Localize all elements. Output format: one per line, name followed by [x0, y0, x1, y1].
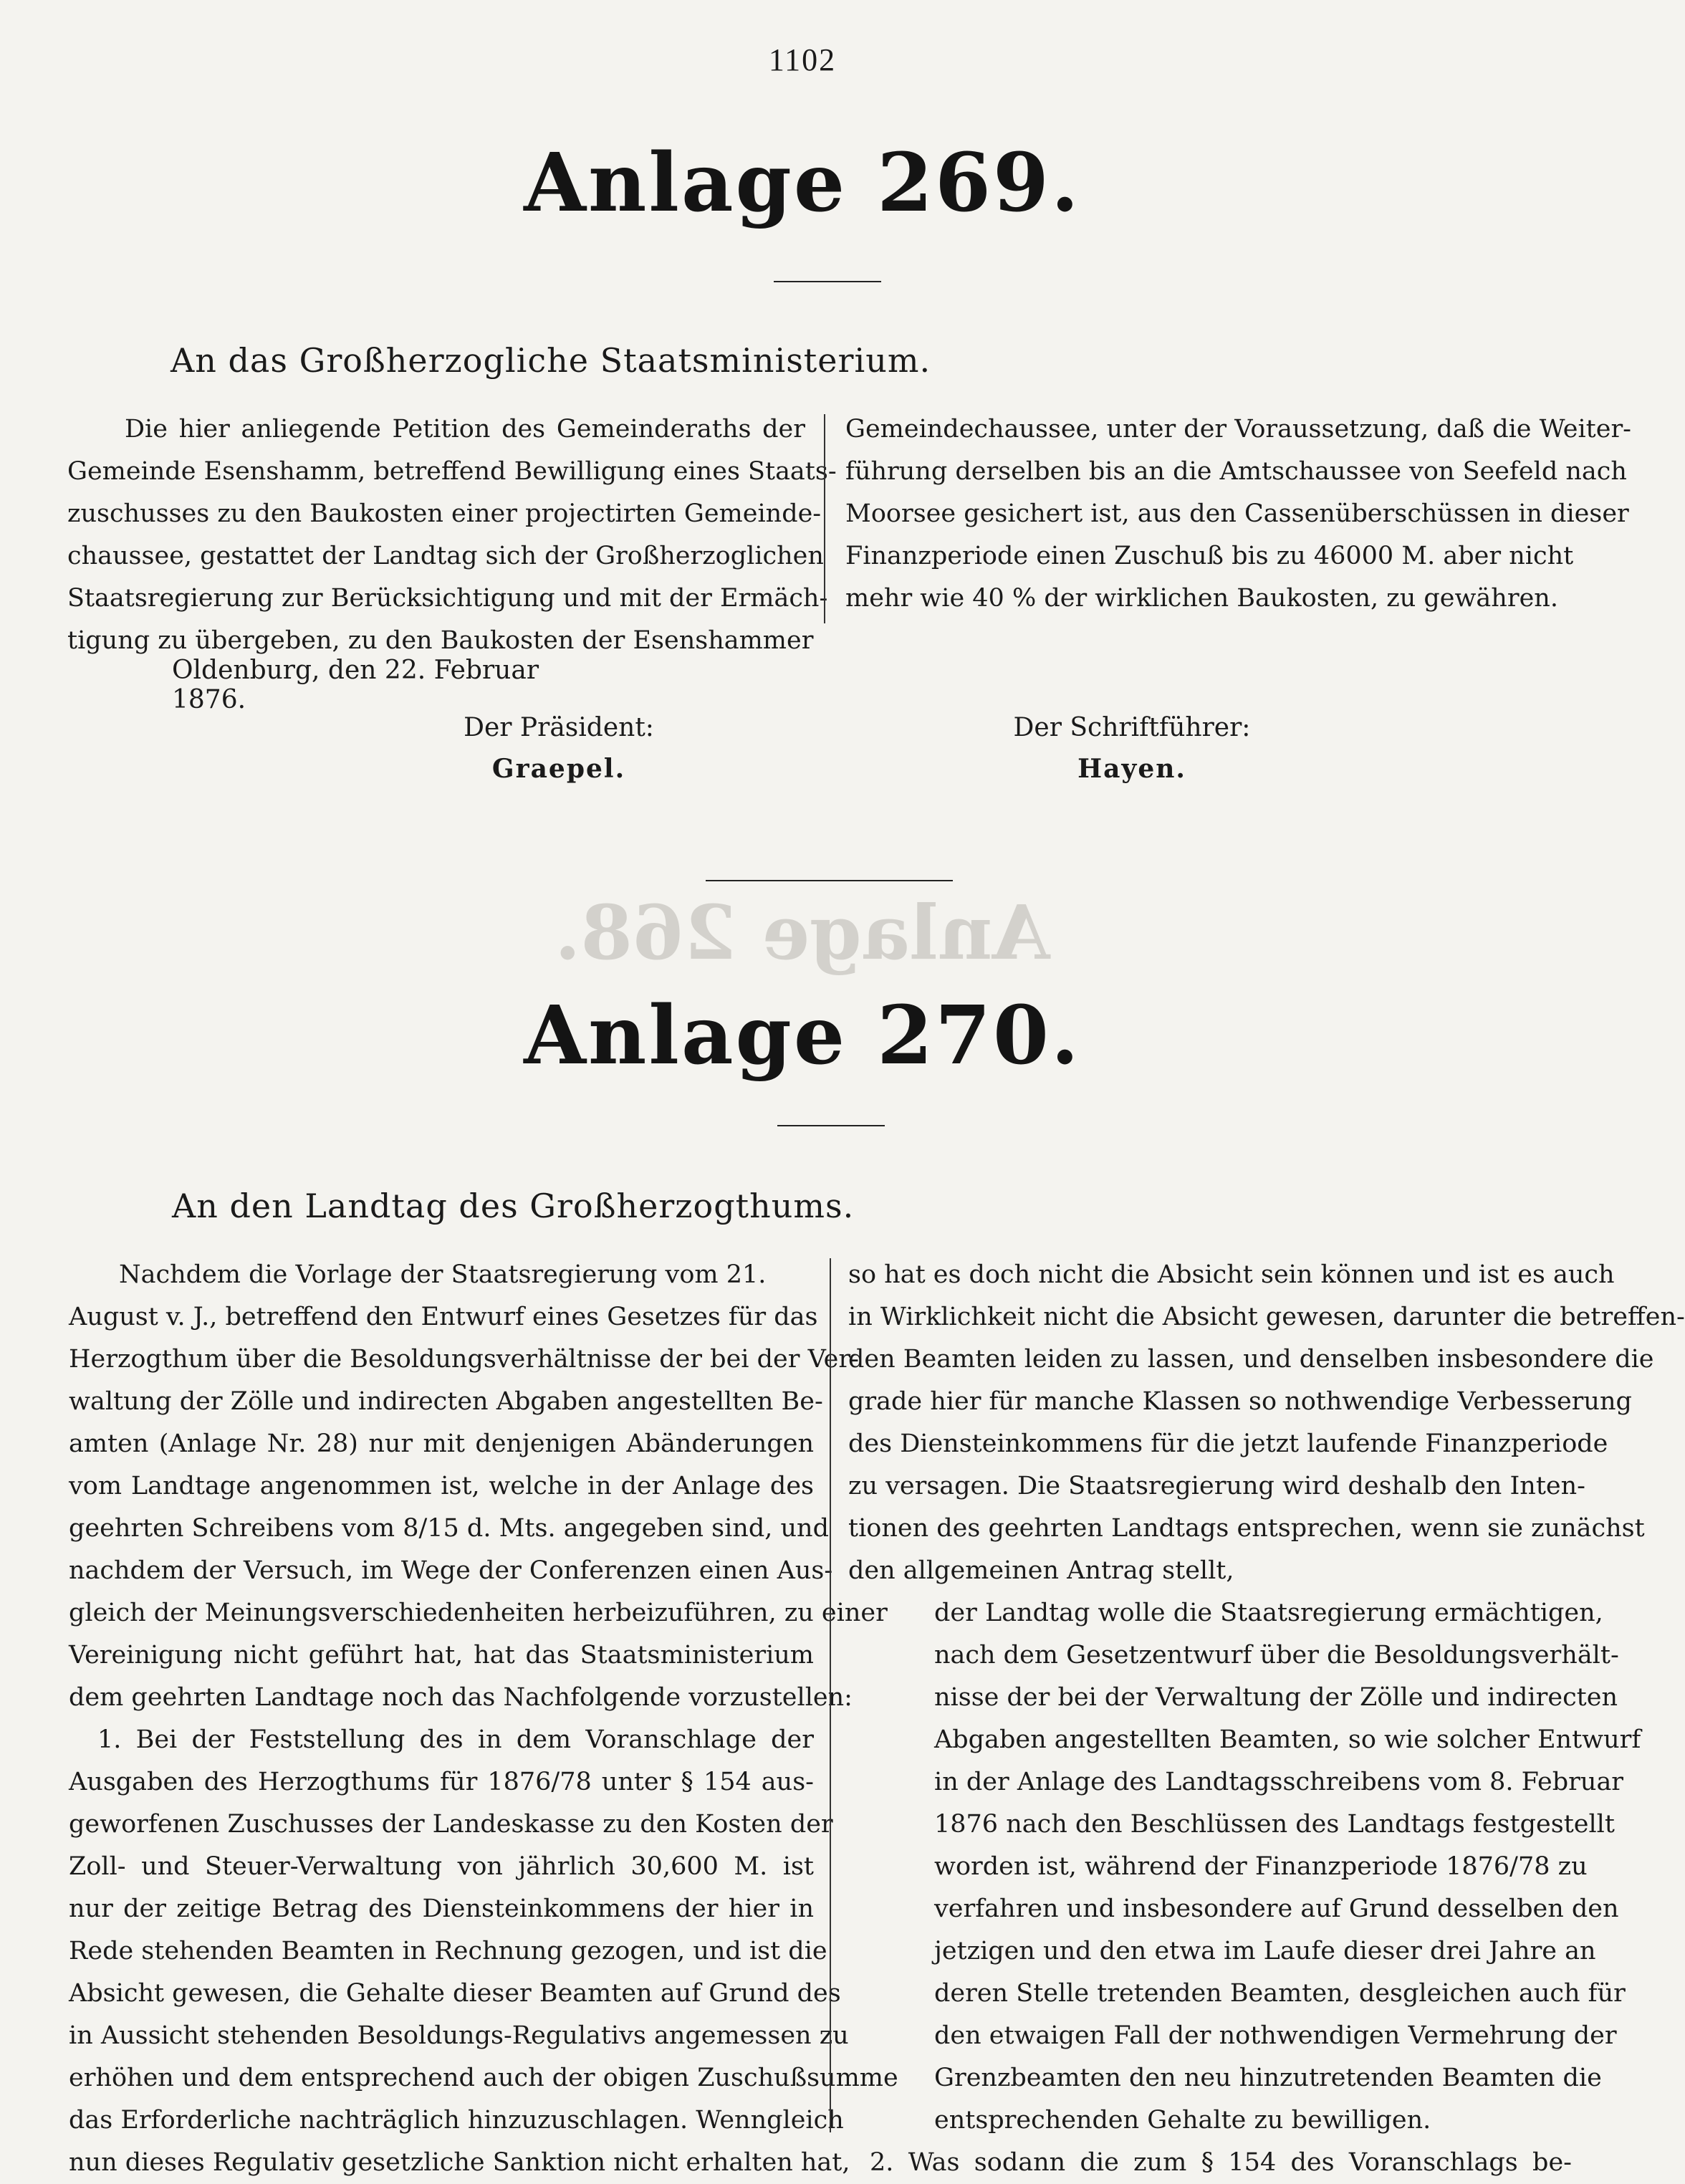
- text-line: Grenzbeamten den neu hinzutretenden Beamten die: [934, 2064, 1602, 2092]
- text-line: Nachdem die Vorlage der Staatsregierung vom 21.: [119, 1260, 767, 1289]
- anlage-270-addressee: An den Landtag des Großherzogthums.: [172, 1187, 855, 1225]
- text-line: Rede stehenden Beamten in Rechnung gezogen, und ist die: [69, 1937, 827, 1965]
- bleed-through-ghost-title: Anlage 268.: [555, 889, 1050, 977]
- text-line: nun dieses Regulativ gesetzliche Sanktion nicht erhalten hat,: [69, 2148, 850, 2177]
- text-line: tigung zu übergeben, zu den Baukosten der Esenshammer: [67, 626, 814, 655]
- text-line: Gemeinde Esenshamm, betreffend Bewilligung eines Staats-: [67, 457, 837, 486]
- text-line: den etwaigen Fall der nothwendigen Vermehrung der: [934, 2021, 1617, 2050]
- anlage-269-left-column: [67, 408, 837, 662]
- anlage-270-right-column: [848, 1254, 1685, 2184]
- text-line: 1876 nach den Beschlüssen des Landtags festgestellt: [934, 1810, 1615, 1839]
- text-line: gleich der Meinungsverschiedenheiten herbeizuführen, zu einer: [69, 1599, 888, 1627]
- text-line: verfahren und insbesondere auf Grund desselben den: [934, 1895, 1619, 1923]
- text-line: der Landtag wolle die Staatsregierung ermächtigen,: [934, 1599, 1603, 1627]
- text-line: so hat es doch nicht die Absicht sein können und ist es auch: [848, 1260, 1615, 1289]
- secretary-label: Der Schriftführer:: [1013, 713, 1251, 742]
- text-line: grade hier für manche Klassen so nothwendige Verbesserung: [848, 1387, 1632, 1416]
- text-line: nachdem der Versuch, im Wege der Conferenzen einen Aus-: [69, 1556, 833, 1585]
- text-line: vom Landtage angenommen ist, welche in der Anlage des: [69, 1472, 814, 1500]
- text-line: geehrten Schreibens vom 8/15 d. Mts. angegeben sind, und: [69, 1514, 829, 1543]
- text-line: in der Anlage des Landtagsschreibens vom 8. Februar: [934, 1768, 1624, 1796]
- text-line: Staatsregierung zur Berücksichtigung und mit der Ermäch-: [67, 584, 828, 613]
- text-line: erhöhen und dem entsprechend auch der obigen Zuschußsumme: [69, 2064, 898, 2092]
- anlage-269-right-column: [845, 408, 1631, 620]
- place-date: Oldenburg, den 22. Februar 1876.: [172, 656, 539, 714]
- text-line: nisse der bei der Verwaltung der Zölle und indirecten: [934, 1683, 1618, 1712]
- text-line: zuschusses zu den Baukosten einer projectirten Gemeinde-: [67, 499, 822, 528]
- text-line: chaussee, gestattet der Landtag sich der Großherzoglichen: [67, 542, 824, 570]
- text-line: Die hier anliegende Petition des Gemeinderaths der: [125, 415, 805, 444]
- anlage-270-title: Anlage 270.: [524, 989, 1081, 1083]
- page-number: 1102: [768, 42, 837, 77]
- text-line: dem geehrten Landtage noch das Nachfolgende vorzustellen:: [69, 1683, 853, 1712]
- text-line: in Wirklichkeit nicht die Absicht gewesen, darunter die betreffen-: [848, 1303, 1685, 1331]
- text-line: Moorsee gesichert ist, aus den Cassenüberschüssen in dieser: [845, 499, 1629, 528]
- president-signature: Graepel.: [491, 754, 626, 784]
- text-line: 1. Bei der Feststellung des in dem Voranschlage der: [97, 1725, 814, 1754]
- text-line: den allgemeinen Antrag stellt,: [848, 1556, 1234, 1585]
- text-line: nach dem Gesetzentwurf über die Besoldungsverhält-: [934, 1641, 1619, 1670]
- text-line: 2. Was sodann die zum § 154 des Voranschlags be-: [870, 2148, 1572, 2177]
- anlage-269-title: Anlage 269.: [524, 136, 1081, 230]
- president-label: Der Präsident:: [464, 713, 654, 742]
- text-line: in Aussicht stehenden Besoldungs-Regulativs angemessen zu: [69, 2021, 849, 2050]
- text-line: des Diensteinkommens für die jetzt laufende Finanzperiode: [848, 1429, 1608, 1458]
- text-line: Finanzperiode einen Zuschuß bis zu 46000 M. aber nicht: [845, 542, 1574, 570]
- text-line: worden ist, während der Finanzperiode 1876/78 zu: [934, 1852, 1588, 1881]
- anlage-269-addressee: An das Großherzogliche Staatsministerium.: [171, 341, 931, 380]
- title-rule: [777, 1125, 885, 1126]
- text-line: tionen des geehrten Landtags entsprechen, wenn sie zunächst: [848, 1514, 1645, 1543]
- text-line: führung derselben bis an die Amtschaussee von Seefeld nach: [845, 457, 1627, 486]
- text-line: August v. J., betreffend den Entwurf eines Gesetzes für das: [69, 1303, 818, 1331]
- text-line: Ausgaben des Herzogthums für 1876/78 unter § 154 aus-: [69, 1768, 814, 1796]
- text-line: entsprechenden Gehalte zu bewilligen.: [934, 2106, 1431, 2135]
- text-line: Zoll- und Steuer-Verwaltung von jährlich 30,600 M. ist: [69, 1852, 814, 1881]
- text-line: Absicht gewesen, die Gehalte dieser Beamten auf Grund des: [69, 1979, 841, 2008]
- text-line: jetzigen und den etwa im Laufe dieser drei Jahre an: [934, 1937, 1596, 1965]
- text-line: amten (Anlage Nr. 28) nur mit denjenigen Abänderungen: [69, 1429, 814, 1458]
- section-rule: [706, 880, 953, 881]
- text-line: deren Stelle tretenden Beamten, desgleichen auch für: [934, 1979, 1626, 2008]
- text-line: Abgaben angestellten Beamten, so wie solcher Entwurf: [934, 1725, 1641, 1754]
- text-line: geworfenen Zuschusses der Landeskasse zu den Kosten der: [69, 1810, 833, 1839]
- anlage-270-left-column: [69, 1254, 898, 2184]
- secretary-signature: Hayen.: [1077, 754, 1186, 784]
- column-divider: [824, 414, 825, 623]
- text-line: mehr wie 40 % der wirklichen Baukosten, zu gewähren.: [845, 584, 1558, 613]
- title-rule: [774, 281, 881, 282]
- text-line: Vereinigung nicht geführt hat, hat das Staatsministerium: [69, 1641, 814, 1670]
- text-line: den Beamten leiden zu lassen, und denselben insbesondere die: [848, 1345, 1654, 1374]
- text-line: zu versagen. Die Staatsregierung wird deshalb den Inten-: [848, 1472, 1585, 1500]
- text-line: Herzogthum über die Besoldungsverhältnisse der bei der Ver-: [69, 1345, 859, 1374]
- text-line: waltung der Zölle und indirecten Abgaben angestellten Be-: [69, 1387, 823, 1416]
- text-line: nur der zeitige Betrag des Diensteinkommens der hier in: [69, 1895, 814, 1923]
- text-line: Gemeindechaussee, unter der Voraussetzung, daß die Weiter-: [845, 415, 1631, 444]
- column-divider: [830, 1258, 831, 2132]
- text-line: das Erforderliche nachträglich hinzuzuschlagen. Wenngleich: [69, 2106, 844, 2135]
